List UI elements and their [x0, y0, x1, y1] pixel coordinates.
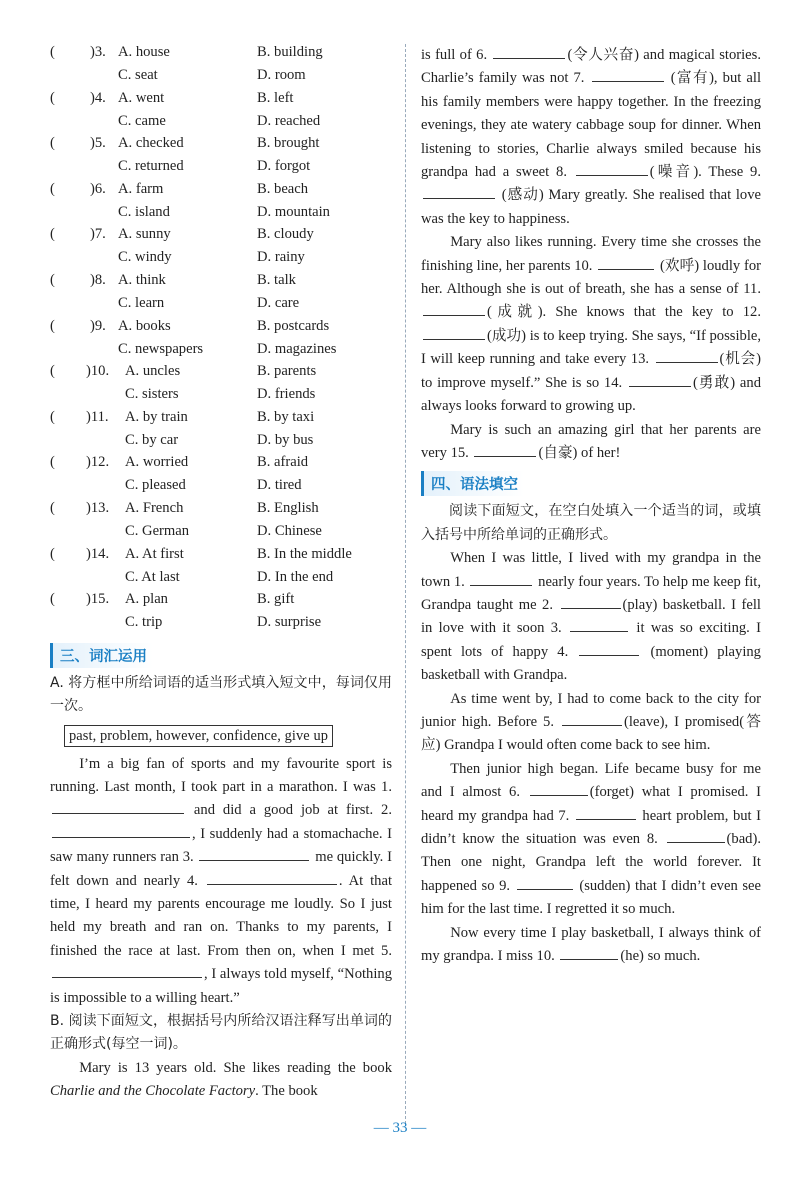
- passage-a-text: , I suddenly had a stomachache. I saw many runners ran 3.: [50, 825, 392, 866]
- passage-c-text: (sudden) that I didn’t even see him for the last time. I regretted it so much.: [421, 877, 761, 918]
- passage-c-3: [421, 758, 761, 922]
- option-c: C. At last: [125, 568, 180, 585]
- passage-a-text: . At that time, I heard my parents encourage me loudly. So I just held my breath and ran on. Thanks to my parents, I finished the race at last. From then on, when I met 5.: [50, 872, 392, 959]
- question-number: )8.: [90, 271, 106, 288]
- question-number: )11.: [86, 408, 109, 425]
- option-d: D. Chinese: [257, 522, 322, 539]
- option-d: D. surprise: [257, 614, 322, 631]
- option-d: D. room: [257, 67, 306, 83]
- passage-a-text: , I always told myself, “Nothing is impossible to a willing heart.”: [50, 966, 392, 1006]
- question-number: )6.: [90, 180, 106, 197]
- column-divider: [405, 44, 406, 1124]
- question-item: [50, 500, 392, 546]
- grammar-blank-3[interactable]: [570, 617, 628, 632]
- blank-10[interactable]: [598, 255, 654, 270]
- section-3a-instructions: A. 将方框中所给词语的适当形式填入短文中，每词仅用一次。: [50, 674, 392, 715]
- answer-bracket[interactable]: (: [50, 317, 55, 334]
- answer-bracket[interactable]: (: [50, 271, 55, 288]
- passage-b-text: (机会) to improve myself.” She is so 14.: [421, 351, 761, 391]
- section-3: [50, 639, 392, 1104]
- passage-b-text: (令人兴奋) and magical stories. Charlie’s family was not 7.: [421, 47, 761, 87]
- question-number: )12.: [86, 454, 110, 471]
- option-c: C. sisters: [125, 386, 179, 403]
- answer-bracket[interactable]: (: [50, 545, 55, 562]
- option-b: B. building: [257, 44, 323, 60]
- question-item: [50, 135, 392, 181]
- grammar-blank-6[interactable]: [530, 781, 588, 796]
- passage-b-cont-3: [421, 419, 761, 466]
- blank-6[interactable]: [493, 44, 565, 59]
- option-d: D. by bus: [257, 431, 314, 448]
- page-number: — 33 —: [373, 1120, 427, 1136]
- passage-c-text: When I was little, I lived with my grandpa in the town 1.: [421, 550, 761, 590]
- question-number: )5.: [90, 135, 106, 152]
- passage-c-text: it was so exciting. I spent lots of happy 4.: [421, 620, 762, 660]
- option-b: B. postcards: [257, 317, 330, 334]
- section-3-heading: 三、词汇运用: [50, 643, 153, 668]
- passage-b-text: Mary is such an amazing girl that her parents are very 15.: [421, 421, 761, 461]
- question-item: [50, 546, 392, 592]
- option-b: B. talk: [257, 271, 296, 288]
- grammar-blank-9[interactable]: [517, 875, 573, 890]
- option-d: D. forgot: [257, 158, 311, 175]
- question-number: )10.: [86, 363, 110, 380]
- passage-a-text: me quickly. I felt down and nearly 4.: [50, 849, 392, 889]
- section-4-instructions: 阅读下面短文，在空白处填入一个适当的词，或填入括号中所给单词的正确形式。: [421, 503, 761, 543]
- grammar-blank-10[interactable]: [560, 945, 618, 960]
- passage-c-1: [421, 547, 761, 687]
- option-c: C. by car: [125, 431, 179, 448]
- option-b: B. English: [257, 499, 319, 516]
- passage-c-text: (leave), I promised(答应) Grandpa I would often come back to see him.: [421, 713, 761, 754]
- option-b: B. left: [257, 89, 294, 106]
- section-3b-instructions: B. 阅读下面短文，根据括号内所给汉语注释写出单词的正确形式(每空一词)。: [50, 1013, 392, 1053]
- blank-9[interactable]: [423, 184, 495, 199]
- passage-b-text: (感动) Mary greatly. She realised that love was the key to happiness.: [421, 187, 762, 227]
- option-b: B. gift: [257, 591, 295, 608]
- option-b: B. beach: [257, 180, 309, 197]
- blank-5[interactable]: [52, 963, 202, 978]
- passage-b-text: (自豪) of her!: [538, 444, 621, 461]
- option-c: C. windy: [118, 249, 172, 266]
- passage-b-text: (噪音). These 9.: [649, 164, 761, 181]
- option-c: C. trip: [125, 614, 163, 631]
- grammar-blank-1[interactable]: [470, 571, 532, 586]
- passage-b-text: is full of 6.: [421, 47, 488, 63]
- option-a: A. house: [118, 44, 170, 60]
- option-d: D. friends: [257, 386, 316, 403]
- passage-b-start: [50, 1057, 392, 1104]
- right-column: [421, 44, 761, 968]
- option-a: A. French: [125, 499, 184, 516]
- question-item: [50, 90, 392, 136]
- question-item: [50, 318, 392, 364]
- option-b: B. parents: [257, 363, 317, 380]
- passage-c-text: Now every time I play basketball, I always think of my grandpa. I miss 10.: [421, 924, 761, 965]
- grammar-blank-8[interactable]: [667, 828, 725, 843]
- multiple-choice-list: [50, 44, 392, 637]
- option-b: B. brought: [257, 135, 320, 152]
- option-a: A. plan: [125, 591, 168, 608]
- passage-b-text: (成就). She knows that the key to 12.: [487, 304, 761, 321]
- passage-c-text: (play) basketball. I fell in love with it soon 3.: [421, 596, 761, 637]
- option-c: C. island: [118, 203, 170, 220]
- answer-bracket[interactable]: (: [50, 135, 55, 152]
- option-d: D. rainy: [257, 249, 305, 266]
- grammar-blank-5[interactable]: [562, 711, 622, 726]
- option-c: C. seat: [118, 67, 158, 83]
- blank-7[interactable]: [592, 67, 664, 82]
- option-a: A. books: [118, 317, 171, 334]
- passage-b-text: (富有), but all his family members were happy together. In the freezing evenings, they ate watery cabbage soup for dinner. When listening to stories, Charlie always smiled because his grandpa had a sweet 8.: [421, 70, 762, 181]
- option-c: C. newspapers: [118, 340, 204, 357]
- answer-bracket[interactable]: (: [50, 454, 55, 471]
- passage-c-text: Then junior high began. Life became busy for me and I almost 6.: [421, 760, 761, 801]
- question-item: [50, 272, 392, 318]
- passage-c-text: As time went by, I had to come back to the city for junior high. Before 5.: [421, 690, 761, 730]
- question-number: )15.: [86, 591, 110, 608]
- passage-c-2: [421, 688, 761, 758]
- blank-13[interactable]: [656, 348, 718, 363]
- option-d: D. mountain: [257, 203, 330, 220]
- question-number: )13.: [86, 499, 110, 516]
- grammar-blank-7[interactable]: [576, 805, 636, 820]
- answer-bracket[interactable]: (: [50, 180, 55, 197]
- option-a: A. by train: [125, 408, 188, 425]
- passage-b-text: (欢呼) loudly for her. Although she is out of breath, she has a sense of 11.: [421, 257, 761, 298]
- option-b: B. In the middle: [257, 545, 352, 562]
- option-a: A. sunny: [118, 226, 171, 243]
- word-box: past, problem, however, confidence, give up: [64, 725, 333, 747]
- grammar-blank-4[interactable]: [579, 641, 639, 656]
- passage-b-text: . The book: [255, 1083, 318, 1100]
- option-c: C. pleased: [125, 477, 186, 494]
- blank-8[interactable]: [576, 161, 648, 176]
- question-number: )14.: [86, 545, 110, 562]
- question-number: )4.: [90, 89, 106, 106]
- passage-c-text: heart problem, but I didn’t know the situation was even 8.: [421, 807, 762, 847]
- option-b: B. afraid: [257, 454, 309, 471]
- question-item: [50, 591, 392, 637]
- answer-bracket[interactable]: (: [50, 226, 55, 243]
- answer-bracket[interactable]: (: [50, 499, 55, 516]
- option-c: C. came: [118, 112, 166, 129]
- question-item: [50, 226, 392, 272]
- blank-14[interactable]: [629, 372, 691, 387]
- blank-11[interactable]: [423, 301, 485, 316]
- blank-15[interactable]: [474, 442, 536, 457]
- option-d: D. In the end: [257, 568, 334, 585]
- passage-b-text: (成功) is to keep trying. She says, “If possible, I will keep running and take every 13.: [421, 327, 761, 368]
- option-d: D. tired: [257, 477, 302, 494]
- passage-c-text: (he) so much.: [620, 948, 701, 965]
- passage-b-text: Mary is 13 years old. She likes reading the book: [79, 1059, 392, 1076]
- option-a: A. worried: [125, 454, 189, 471]
- option-d: D. magazines: [257, 340, 337, 357]
- option-b: B. cloudy: [257, 226, 314, 243]
- option-a: A. checked: [118, 135, 184, 152]
- blank-12[interactable]: [423, 325, 485, 340]
- passage-a-text: I’m a big fan of sports and my favourite sport is running. Last month, I took part in a marathon. I was 1.: [50, 755, 392, 795]
- answer-bracket[interactable]: (: [50, 363, 55, 380]
- option-c: C. learn: [118, 294, 165, 311]
- blank-1[interactable]: [52, 799, 184, 814]
- passage-b-cont-2: [421, 231, 761, 418]
- option-a: A. At first: [125, 545, 184, 562]
- grammar-blank-2[interactable]: [561, 594, 621, 609]
- answer-bracket[interactable]: (: [50, 89, 55, 106]
- option-a: A. went: [118, 89, 165, 106]
- passage-b-text: (勇敢) and always looks forward to growing up.: [421, 374, 761, 415]
- blank-4[interactable]: [207, 870, 337, 885]
- passage-c-4: [421, 922, 761, 969]
- question-item: [50, 409, 392, 455]
- option-c: C. returned: [118, 158, 184, 175]
- answer-bracket[interactable]: (: [50, 591, 55, 608]
- answer-bracket[interactable]: (: [50, 44, 55, 60]
- section-4-heading: 四、语法填空: [421, 471, 524, 496]
- passage-a-text: and did a good job at first. 2.: [193, 802, 392, 819]
- question-item: [50, 181, 392, 227]
- answer-bracket[interactable]: (: [50, 408, 55, 425]
- option-a: A. think: [118, 271, 166, 288]
- question-number: )9.: [90, 317, 106, 334]
- option-c: C. German: [125, 522, 190, 539]
- blank-2[interactable]: [52, 823, 190, 838]
- passage-c-text: (moment) playing basketball with Grandpa.: [421, 643, 761, 684]
- passage-a: [50, 753, 392, 1010]
- option-d: D. care: [257, 294, 300, 311]
- option-a: A. uncles: [125, 363, 181, 380]
- option-d: D. reached: [257, 112, 321, 129]
- question-item: [50, 454, 392, 500]
- question-item: [50, 363, 392, 409]
- option-b: B. by taxi: [257, 408, 315, 425]
- blank-3[interactable]: [199, 846, 309, 861]
- passage-b-text: Mary also likes running. Every time she crosses the finishing line, her parents 10.: [421, 234, 761, 274]
- question-number: )3.: [90, 44, 106, 60]
- passage-b-cont-1: [421, 44, 761, 231]
- book-title: Charlie and the Chocolate Factory: [50, 1083, 256, 1100]
- left-column: [50, 44, 392, 1104]
- question-item: [50, 44, 392, 90]
- passage-c-text: (forget) what I promised. I heard my grandpa had 7.: [421, 784, 761, 824]
- option-a: A. farm: [118, 180, 164, 197]
- passage-c-text: nearly four years. To help me keep fit, Grandpa taught me 2.: [421, 573, 762, 613]
- question-number: )7.: [90, 226, 106, 243]
- passage-c-text: (bad). Then one night, Grandpa left the world forever. It happened so 9.: [421, 831, 761, 894]
